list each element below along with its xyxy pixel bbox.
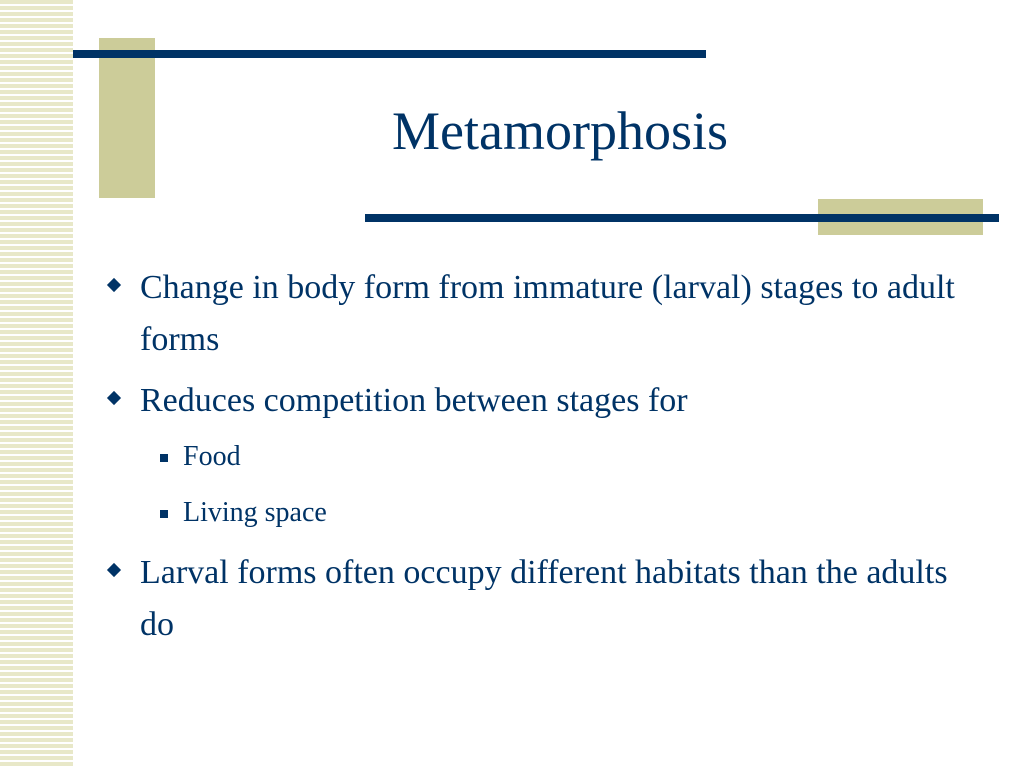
bullet-text: Change in body form from immature (larval) stages to adult forms [140,269,955,358]
bullet-text: Larval forms often occupy different habitats than the adults do [140,554,948,643]
decorative-rule-bottom [365,214,999,222]
square-bullet-icon [160,510,168,518]
sub-bullet-item [140,432,985,482]
diamond-bullet-icon [107,391,121,405]
diamond-bullet-icon [107,563,121,577]
bullet-list [105,262,985,651]
decorative-tan-block-left [99,38,155,198]
decorative-rule-top [73,50,706,58]
sub-bullet-list [140,432,985,538]
decorative-stripe-band [0,0,73,768]
square-bullet-icon [160,454,168,462]
diamond-bullet-icon [107,278,121,292]
bullet-item [105,547,985,651]
sub-bullet-text: Food [183,441,241,472]
slide-title: Metamorphosis [392,101,728,161]
bullet-item [105,262,985,366]
sub-bullet-item [140,488,985,538]
bullet-text: Reduces competition between stages for [140,382,688,419]
bullet-item [105,375,985,538]
sub-bullet-text: Living space [183,497,327,528]
